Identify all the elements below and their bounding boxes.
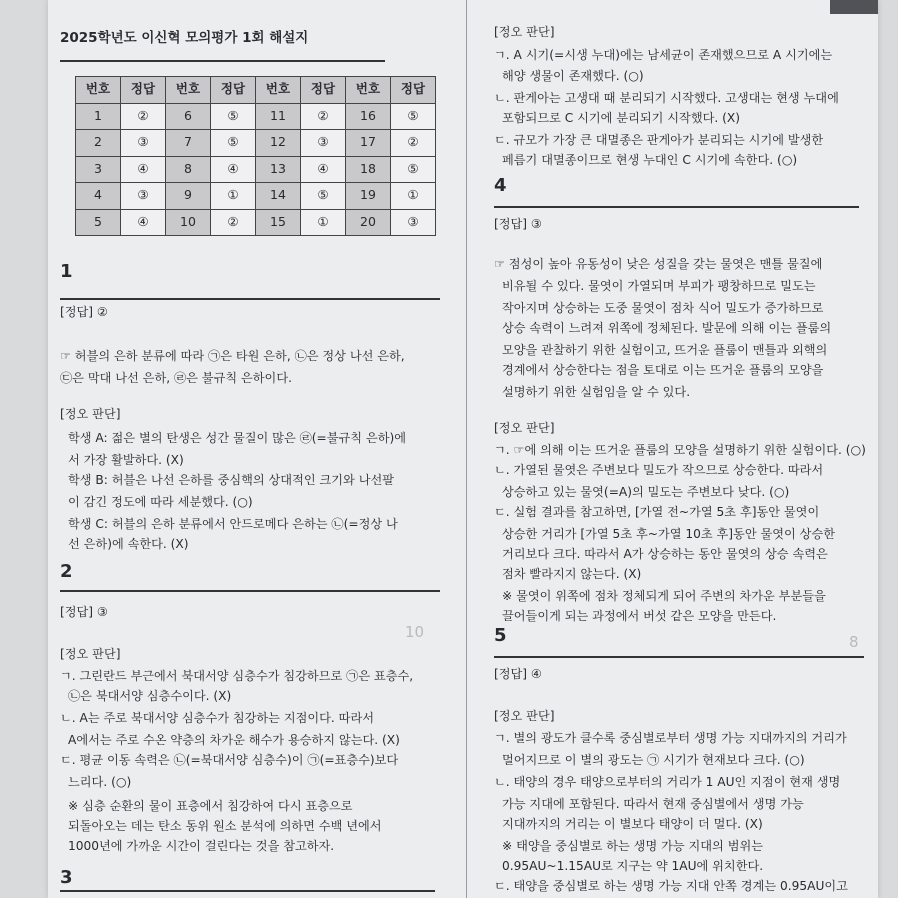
- column-divider: [466, 0, 467, 898]
- answer-cell: ①: [391, 183, 436, 210]
- number-cell: 2: [76, 130, 121, 157]
- answer-table-header: [76, 77, 436, 104]
- header-cell: 번호: [166, 77, 211, 104]
- number-cell: 13: [256, 156, 301, 183]
- table-row: [76, 183, 436, 210]
- explanation-line: 작아지며 상승하는 도중 물엿이 점차 식어 밀도가 증가하므로: [502, 301, 824, 315]
- number-cell: 18: [346, 156, 391, 183]
- judgement-line: 서 가장 활발하다. (X): [68, 453, 184, 467]
- judgement-line: ㄷ. 평균 이동 속력은 ㉡(=북대서양 심층수)이 ㉠(=표층수)보다: [60, 753, 399, 767]
- number-cell: 4: [76, 183, 121, 210]
- document-title: 2025학년도 이신혁 모의평가 1회 해설지: [60, 30, 309, 46]
- explanation-line: 경계에서 상승한다는 점을 토대로 이는 뜨거운 플룸의 모양을: [502, 363, 824, 377]
- header-cell: 정답: [391, 77, 436, 104]
- judgement-line: ㄴ. 태양의 경우 태양으로부터의 거리가 1 AU인 지점이 현재 생명: [494, 775, 841, 789]
- number-cell: 8: [166, 156, 211, 183]
- answer-cell: ②: [391, 130, 436, 157]
- answer-cell: ①: [211, 183, 256, 210]
- judgement-line: ※ 심층 순환의 물이 표층에서 침강하여 다시 표층으로: [68, 799, 353, 813]
- answer-cell: ③: [121, 183, 166, 210]
- judgement-line: ㉡은 북대서양 심층수이다. (X): [68, 689, 232, 703]
- bleed-through-number: 8: [849, 633, 859, 651]
- answer-cell: ①: [301, 209, 346, 236]
- judgement-line: 0.95AU~1.15AU로 지구는 약 1AU에 위치한다.: [502, 859, 764, 873]
- answer-cell: ②: [121, 103, 166, 130]
- judgement-line: 지대까지의 거리는 이 별보다 태양이 더 멀다. (X): [502, 817, 763, 831]
- answer-cell: ④: [121, 209, 166, 236]
- judgement-line: 점차 빨라지지 않는다. (X): [502, 567, 642, 581]
- judgement-line: ㄴ. 판게아는 고생대 때 분리되기 시작했다. 고생대는 현생 누대에: [494, 91, 839, 105]
- question-2-answer: [정답] ③: [60, 605, 108, 619]
- judgement-line: ㄴ. A는 주로 북대서양 심층수가 침강하는 지점이다. 따라서: [60, 711, 374, 725]
- judgement-line: ㄷ. 태양을 중심별로 하는 생명 가능 지대 안쪽 경계는 0.95AU이고: [494, 879, 848, 893]
- header-cell: 정답: [211, 77, 256, 104]
- judgement-title: [정오 판단]: [494, 421, 555, 435]
- judgement-line: ㄴ. 가열된 물엿은 주변보다 밀도가 작으므로 상승한다. 따라서: [494, 463, 824, 477]
- answer-cell: ⑤: [391, 156, 436, 183]
- number-cell: 15: [256, 209, 301, 236]
- explanation-line: 비유될 수 있다. 물엿이 가열되며 부피가 팽창하므로 밀도는: [502, 279, 816, 293]
- judgement-line: 학생 B: 허블은 나선 은하를 중심핵의 상대적인 크기와 나선팔: [68, 473, 395, 487]
- question-5-number: 5: [494, 625, 507, 646]
- judgement-line: ㄱ. 별의 광도가 클수록 중심별로부터 생명 가능 지대까지의 거리가: [494, 731, 847, 745]
- number-cell: 20: [346, 209, 391, 236]
- judgement-line: 끌어들이게 되는 과정에서 버섯 같은 모양을 만든다.: [502, 609, 777, 623]
- number-cell: 6: [166, 103, 211, 130]
- answer-cell: ④: [301, 156, 346, 183]
- explanation-line: 설명하기 위한 실험임을 알 수 있다.: [502, 385, 691, 399]
- judgement-line: 상승한 거리가 [가열 5초 후~가열 10초 후]동안 물엿이 상승한: [502, 527, 835, 541]
- answer-cell: ④: [211, 156, 256, 183]
- answer-cell: ②: [211, 209, 256, 236]
- judgement-title: [정오 판단]: [60, 647, 121, 661]
- answer-cell: ⑤: [301, 183, 346, 210]
- judgement-line: 가능 지대에 포함된다. 따라서 현재 중심별에서 생명 가능: [502, 797, 804, 811]
- answer-cell: ②: [301, 103, 346, 130]
- judgement-line: ㄱ. ☞에 의해 이는 뜨거운 플룸의 모양을 설명하기 위한 실험이다. (○): [494, 443, 866, 457]
- question-1-number: 1: [60, 261, 73, 282]
- number-cell: 3: [76, 156, 121, 183]
- judgement-line: 해양 생물이 존재했다. (○): [502, 69, 644, 83]
- judgement-line: 학생 A: 젊은 별의 탄생은 성간 물질이 많은 ㉣(=불규칙 은하)에: [68, 431, 407, 445]
- answer-cell: ③: [391, 209, 436, 236]
- number-cell: 16: [346, 103, 391, 130]
- judgement-line: ㄷ. 규모가 가장 큰 대멸종은 판게아가 분리되는 시기에 발생한: [494, 133, 824, 147]
- judgement-line: ㄷ. 실험 결과를 참고하면, [가열 전~가열 5초 후]동안 물엿이: [494, 505, 820, 519]
- judgement-line: 페름기 대멸종이므로 현생 누대인 C 시기에 속한다. (○): [502, 153, 798, 167]
- judgement-line: 거리보다 크다. 따라서 A가 상승하는 동안 물엿의 상승 속력은: [502, 547, 828, 561]
- judgement-line: ㄱ. 그린란드 부근에서 북대서양 심층수가 침강하므로 ㉠은 표층수,: [60, 669, 414, 683]
- judgement-line: 학생 C: 허블의 은하 분류에서 안드로메다 은하는 ㉡(=정상 나: [68, 517, 398, 531]
- judgement-line: 선 은하)에 속한다. (X): [68, 537, 189, 551]
- header-cell: 번호: [76, 77, 121, 104]
- question-4-number: 4: [494, 175, 507, 196]
- table-row: [76, 156, 436, 183]
- question-5-answer: [정답] ④: [494, 667, 542, 681]
- question-4-rule: [494, 206, 859, 208]
- explanation-line: ☞ 점성이 높아 유동성이 낮은 성질을 갖는 물엿은 맨틀 물질에: [494, 257, 823, 271]
- number-cell: 12: [256, 130, 301, 157]
- scanner-edge: [830, 0, 878, 14]
- table-row: [76, 209, 436, 236]
- number-cell: 10: [166, 209, 211, 236]
- question-3-number: 3: [60, 867, 73, 888]
- question-1-rule: [60, 298, 440, 300]
- answer-table: [75, 76, 436, 236]
- judgement-title: [정오 판단]: [60, 407, 121, 421]
- judgement-line: 느리다. (○): [68, 775, 132, 789]
- question-5-rule: [494, 656, 864, 658]
- answer-cell: ⑤: [211, 130, 256, 157]
- judgement-line: 1000년에 가까운 시간이 걸린다는 것을 참고하자.: [68, 839, 335, 853]
- judgement-line: ※ 태양을 중심별로 하는 생명 가능 지대의 범위는: [502, 839, 764, 853]
- number-cell: 19: [346, 183, 391, 210]
- judgement-line: ㄱ. A 시기(=시생 누대)에는 남세균이 존재했으므로 A 시기에는: [494, 48, 833, 62]
- header-cell: 정답: [121, 77, 166, 104]
- answer-cell: ⑤: [391, 103, 436, 130]
- number-cell: 14: [256, 183, 301, 210]
- judgement-line: 멀어지므로 이 별의 광도는 ㉠ 시기가 현재보다 크다. (○): [502, 753, 805, 767]
- judgement-line: 포함되므로 C 시기에 분리되기 시작했다. (X): [502, 111, 740, 125]
- question-1-answer: [정답] ②: [60, 305, 108, 319]
- judgement-title: [정오 판단]: [494, 709, 555, 723]
- header-cell: 정답: [301, 77, 346, 104]
- answer-cell: ⑤: [211, 103, 256, 130]
- table-row: [76, 103, 436, 130]
- question-4-answer: [정답] ③: [494, 217, 542, 231]
- question-2-rule: [60, 590, 440, 592]
- header-cell: 번호: [346, 77, 391, 104]
- explanation-line: 상승 속력이 느려져 위쪽에 정체된다. 발문에 의해 이는 플룸의: [502, 321, 832, 335]
- title-underline: [60, 60, 385, 62]
- explanation-line: 모양을 관찰하기 위한 실험이고, 뜨거운 플룸이 맨틀과 외핵의: [502, 343, 828, 357]
- number-cell: 5: [76, 209, 121, 236]
- number-cell: 9: [166, 183, 211, 210]
- answer-cell: ③: [301, 130, 346, 157]
- number-cell: 17: [346, 130, 391, 157]
- judgement-title: [정오 판단]: [494, 25, 555, 39]
- explanation-line: ☞ 허블의 은하 분류에 따라 ㉠은 타원 은하, ㉡은 정상 나선 은하,: [60, 349, 405, 363]
- question-3-rule: [60, 890, 435, 892]
- judgement-line: ※ 물엿이 위쪽에 점차 정체되게 되어 주변의 차가운 부분들을: [502, 589, 826, 603]
- number-cell: 11: [256, 103, 301, 130]
- header-cell: 번호: [256, 77, 301, 104]
- table-row: [76, 130, 436, 157]
- explanation-line: ㉢은 막대 나선 은하, ㉣은 불규칙 은하이다.: [60, 371, 292, 385]
- answer-cell: ③: [121, 130, 166, 157]
- judgement-line: A에서는 주로 수온 약층의 차가운 해수가 용승하지 않는다. (X): [68, 733, 400, 747]
- judgement-line: 이 감긴 정도에 따라 세분했다. (○): [68, 495, 253, 509]
- document-page: [48, 0, 878, 898]
- judgement-line: 상승하고 있는 물엿(=A)의 밀도는 주변보다 낮다. (○): [502, 485, 790, 499]
- bleed-through-number: 10: [405, 623, 425, 641]
- number-cell: 1: [76, 103, 121, 130]
- answer-cell: ④: [121, 156, 166, 183]
- number-cell: 7: [166, 130, 211, 157]
- question-2-number: 2: [60, 561, 73, 582]
- judgement-line: 되돌아오는 데는 탄소 동위 원소 분석에 의하면 수백 년에서: [68, 819, 382, 833]
